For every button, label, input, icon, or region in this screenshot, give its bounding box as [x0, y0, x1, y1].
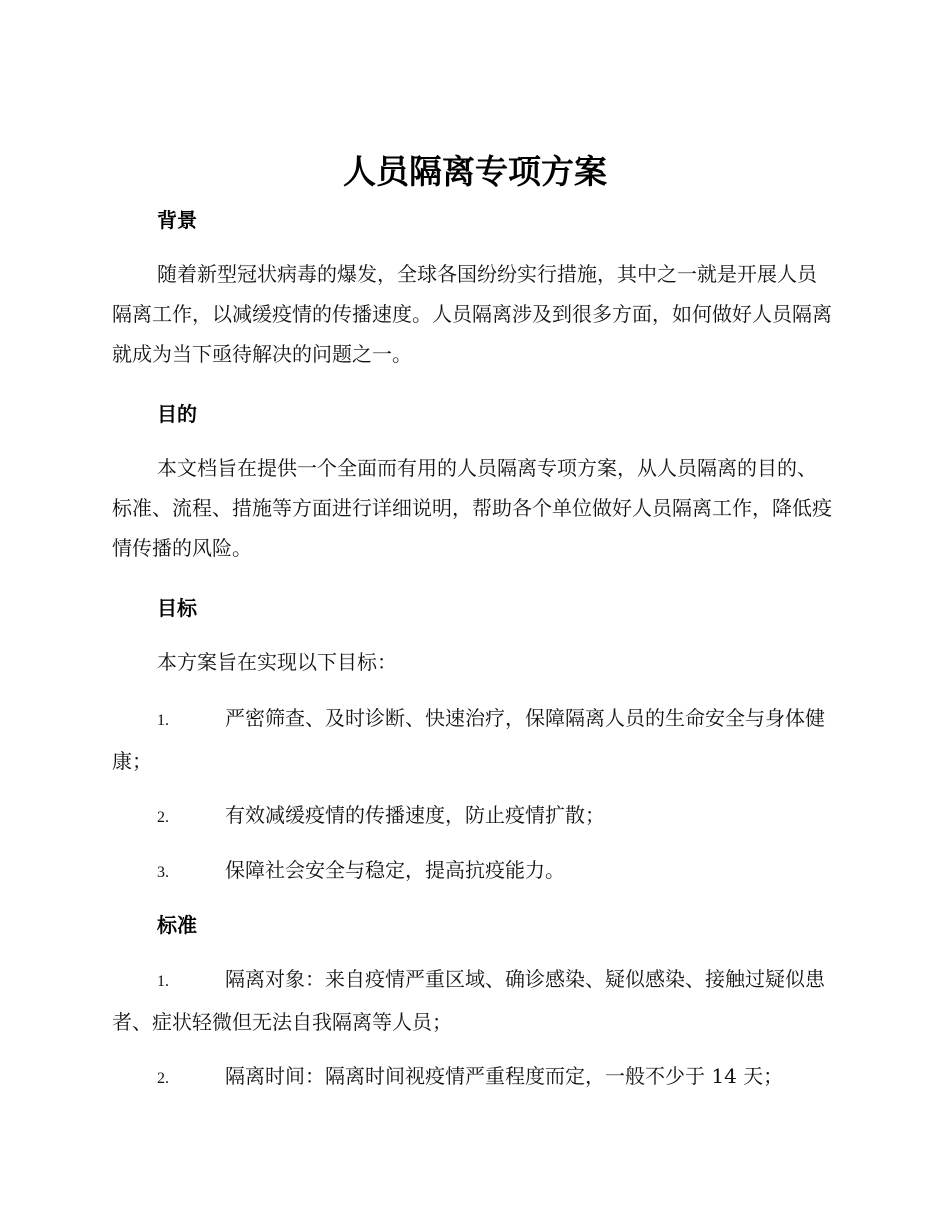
list-item: [112, 959, 832, 1042]
list-item-text: 严密筛查、及时诊断、快速治疗，保障隔离人员的生命安全与身体健康；: [112, 706, 825, 773]
paragraph-purpose: 本文档旨在提供一个全面而有用的人员隔离专项方案，从人员隔离的目的、标准、流程、措施等方面进行详细说明，帮助各个单位做好人员隔离工作，降低疫情传播的风险。: [112, 456, 832, 560]
list-item-number: 2.: [157, 1070, 169, 1087]
section-heading-background: 背景: [157, 208, 197, 232]
document-title: 人员隔离专项方案: [343, 152, 607, 191]
list-item-number: 2.: [157, 809, 169, 826]
list-item-text: 隔离时间：隔离时间视疫情严重程度而定，一般不少于 14 天；: [225, 1064, 784, 1088]
list-item-number: 3.: [157, 864, 169, 881]
paragraph-background: 随着新型冠状病毒的爆发，全球各国纷纷实行措施，其中之一就是开展人员隔离工作，以减缓疫情的传播速度。人员隔离涉及到很多方面，如何做好人员隔离就成为当下亟待解决的问题之一。: [112, 262, 832, 366]
list-item-text: 隔离对象：来自疫情严重区域、确诊感染、疑似感染、接触过疑似患者、症状轻微但无法自我隔离等人员；: [112, 967, 825, 1034]
list-item-text: 保障社会安全与稳定，提高抗疫能力。: [225, 858, 565, 882]
list-item: [112, 698, 832, 781]
list-item-text: 有效减缓疫情的传播速度，防止疫情扩散；: [225, 803, 605, 827]
list-item: [112, 850, 832, 893]
section-heading-standards: 标准: [157, 913, 197, 937]
list-item-number: 1.: [157, 973, 169, 990]
list-item: [112, 795, 832, 838]
section-heading-purpose: 目的: [157, 402, 197, 426]
paragraph-goals-intro: 本方案旨在实现以下目标：: [157, 650, 397, 674]
section-heading-goals: 目标: [157, 596, 197, 620]
list-item: [112, 1056, 832, 1099]
list-item-number: 1.: [157, 712, 169, 729]
